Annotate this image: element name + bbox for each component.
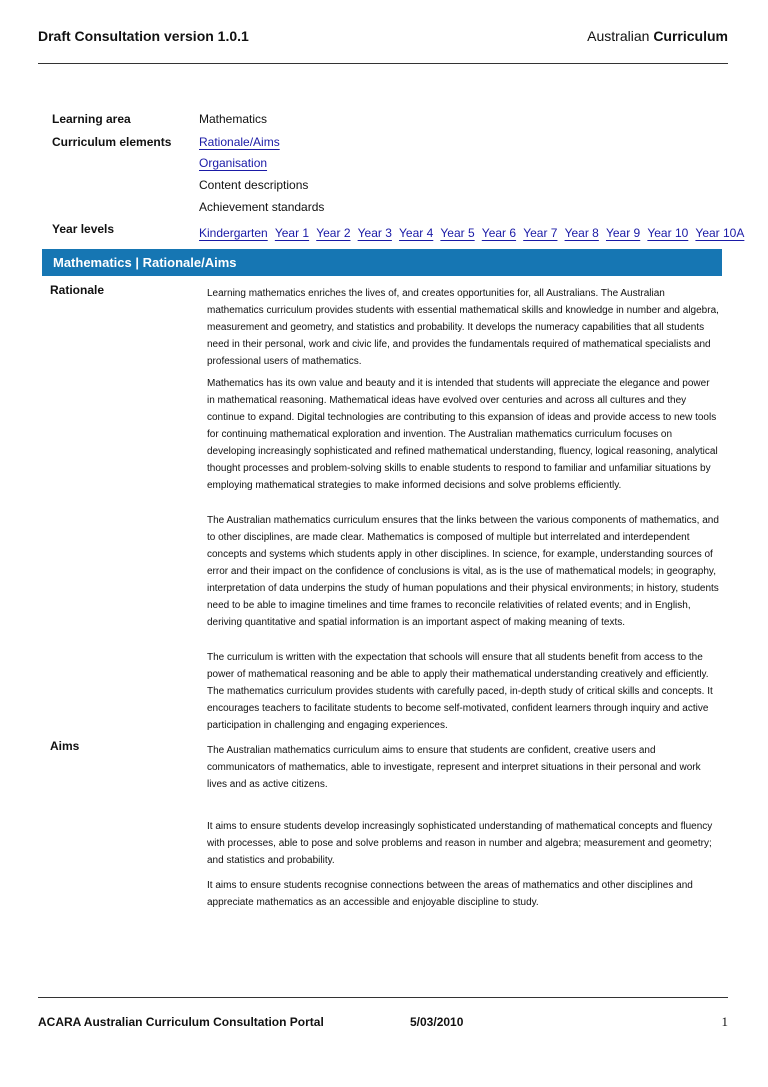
learning-area-value: Mathematics bbox=[199, 112, 268, 126]
element-content-descriptions: Content descriptions bbox=[199, 178, 309, 192]
link-year-10a[interactable]: Year 10A bbox=[695, 226, 745, 240]
link-year-6[interactable]: Year 6 bbox=[481, 226, 517, 240]
link-year-5[interactable]: Year 5 bbox=[440, 226, 475, 240]
link-year-10[interactable]: Year 10 bbox=[647, 226, 689, 240]
page-number: 1 bbox=[721, 1014, 728, 1029]
rationale-label: Rationale bbox=[50, 283, 105, 297]
link-kindergarten[interactable]: Kindergarten bbox=[199, 226, 268, 240]
aims-paragraph-1: The Australian mathematics curriculum aims to ensure that students are confident, creative users and communicators of mathematics, able to investigate, represent and interpret situations in their personal and work lives and as active citizens. bbox=[207, 745, 701, 790]
link-year-2[interactable]: Year 2 bbox=[316, 226, 351, 240]
aims-paragraph-2: It aims to ensure students develop increasingly sophisticated understanding of mathematical concepts and fluency with processes, able to pose and solve problems and reason in number and algebra; measurement and geometry; and statistics and probability. bbox=[207, 821, 713, 866]
year-levels-label: Year levels bbox=[52, 222, 115, 236]
footer-rule bbox=[38, 997, 728, 998]
footer-portal-name: ACARA Australian Curriculum Consultation Portal bbox=[38, 1015, 324, 1029]
link-year-9[interactable]: Year 9 bbox=[605, 226, 641, 240]
brand-normal: Australian bbox=[587, 28, 650, 44]
learning-area-label: Learning area bbox=[52, 112, 131, 126]
element-achievement-standards: Achievement standards bbox=[199, 200, 325, 214]
link-year-1[interactable]: Year 1 bbox=[274, 226, 310, 240]
section-heading-band bbox=[42, 249, 722, 276]
aims-paragraph-3: It aims to ensure students recognise connections between the areas of mathematics and other disciplines and appreciate mathematics as an accessible and enjoyable discipline to study. bbox=[207, 880, 693, 908]
brand-title bbox=[587, 28, 728, 44]
link-year-7[interactable]: Year 7 bbox=[523, 226, 558, 240]
curriculum-elements-label: Curriculum elements bbox=[52, 135, 172, 149]
year-levels-links bbox=[199, 226, 748, 240]
brand-bold: Curriculum bbox=[653, 28, 728, 44]
rationale-paragraph-1: Learning mathematics enriches the lives of, and creates opportunities for, all Australians. The Australian mathematics curriculum provides students with essential mathematical skills and knowledge in number and algebra, measurement and geometry, and statistics and probability. It develops the numeracy capabilities that all students need in their personal, work and civic life, and provides the fundamentals required of mathematical specialists and professional users of mathematics. bbox=[207, 288, 719, 367]
link-year-4[interactable]: Year 4 bbox=[399, 226, 434, 240]
header-rule bbox=[38, 63, 728, 64]
link-organisation[interactable]: Organisation bbox=[199, 156, 268, 170]
rationale-paragraph-2: Mathematics has its own value and beauty and it is intended that students will appreciate the elegance and power in mathematical reasoning. Mathematical ideas have evolved over centuries and across all cultures and they continue to expand. Digital technologies are contributing to this expansion of ideas and provide access to new tools for continuing mathematical exploration and invention. The Australian mathematics curriculum focuses on developing increasingly sophisticated and refined mathematical understanding, fluency, logical reasoning, analytical thought processes and problem-solving skills to enable students to respond to familiar and unfamiliar situations by employing mathematical strategies to make informed decisions and solve problems efficiently. bbox=[207, 378, 718, 491]
link-rationale-aims[interactable]: Rationale/Aims bbox=[199, 135, 280, 149]
link-year-8[interactable]: Year 8 bbox=[564, 226, 599, 240]
link-year-3[interactable]: Year 3 bbox=[357, 226, 392, 240]
footer-date: 5/03/2010 bbox=[410, 1015, 464, 1029]
section-heading: Mathematics | Rationale/Aims bbox=[53, 255, 237, 270]
rationale-paragraph-4: The curriculum is written with the expectation that schools will ensure that all students benefit from access to the power of mathematical reasoning and be able to apply their mathematical understanding creatively and efficiently. The mathematics curriculum provides students with carefully paced, in-depth study of critical skills and concepts. It encourages teachers to facilitate students to become self-motivated, confident learners through inquiry and active participation in challenging and engaging experiences. bbox=[207, 652, 713, 731]
document-title: Draft Consultation version 1.0.1 bbox=[38, 28, 249, 44]
rationale-paragraph-3: The Australian mathematics curriculum ensures that the links between the various components of mathematics, and to other disciplines, are made clear. Mathematics is composed of multiple but interrelated and interdependent concepts and systems which students apply in other disciplines. In science, for example, understanding sources of error and their impact on the confidence of conclusions is vital, as is the use of mathematical models; in geography, interpretation of data underpins the study of human populations and their physical environments; in history, students need to be able to imagine timelines and time frames to reconcile relativities of related events; and in English, deriving quantitative and spatial information is an important aspect of making meaning of texts. bbox=[207, 515, 719, 628]
aims-label: Aims bbox=[50, 739, 80, 753]
